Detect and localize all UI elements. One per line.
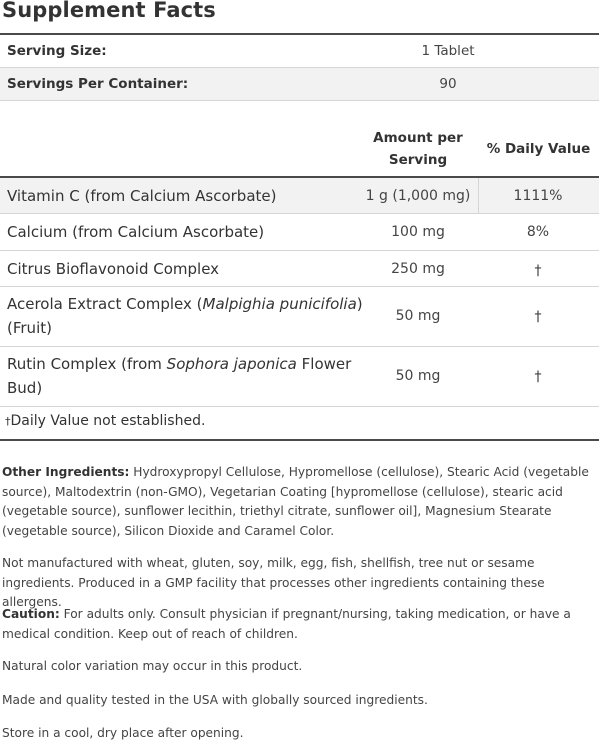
dagger-symbol: † (5, 415, 11, 428)
servings-per-container-value: 90 (439, 76, 457, 92)
nutrient-daily-value: † (534, 369, 542, 385)
column-separator (478, 178, 479, 213)
daily-value-header: % Daily Value (486, 141, 591, 157)
nutrient-name-part: Rutin Complex (from (7, 355, 167, 373)
nutrient-botanical-name: Malpighia punicifolia (202, 295, 357, 313)
daily-value-footnote (5, 413, 205, 429)
nutrient-row (0, 251, 599, 286)
bottom-rule (0, 439, 599, 441)
nutrient-name: Vitamin C (from Calcium Ascorbate) (7, 187, 277, 205)
nutrient-row (0, 214, 599, 250)
amount-header-line1: Amount per (373, 130, 463, 146)
divider (0, 406, 599, 407)
nutrient-name-part: Acerola Extract Complex ( (7, 295, 203, 313)
nutrient-botanical-name: Sophora japonica (166, 355, 297, 373)
nutrient-name-part: Bud) (7, 379, 43, 397)
nutrient-daily-value: 1111% (513, 188, 563, 204)
nutrient-amount: 100 mg (391, 224, 445, 240)
nutrient-amount: 50 mg (395, 308, 441, 324)
nutrient-name: Calcium (from Calcium Ascorbate) (7, 223, 265, 241)
nutrient-amount: 250 mg (391, 261, 445, 277)
nutrient-daily-value: † (534, 309, 542, 325)
made-in-usa-note: Made and quality tested in the USA with globally sourced ingredients. (2, 693, 428, 707)
servings-per-container-row (0, 68, 599, 100)
caution-statement (2, 605, 596, 644)
nutrient-name: Citrus Bioflavonoid Complex (7, 260, 220, 278)
nutrient-name-part: Flower (296, 355, 352, 373)
divider (0, 100, 599, 101)
servings-per-container-label: Servings Per Container: (7, 76, 189, 92)
nutrient-row (0, 287, 599, 346)
nutrient-name-part: ) (356, 295, 363, 313)
nutrient-amount: 50 mg (395, 368, 441, 384)
other-ingredients-label: Other Ingredients: (2, 465, 130, 479)
color-variation-note: Natural color variation may occur in this product. (2, 659, 303, 673)
serving-size-label: Serving Size: (7, 43, 107, 59)
amount-header-line2: Serving (388, 152, 448, 168)
nutrient-name (7, 352, 351, 400)
serving-size-value: 1 Tablet (421, 43, 475, 59)
nutrient-row (0, 178, 599, 213)
caution-label: Caution: (2, 607, 60, 621)
amount-per-serving-header (358, 127, 478, 171)
nutrient-name-part: (Fruit) (7, 319, 52, 337)
nutrient-row (0, 347, 599, 406)
nutrient-name (7, 292, 363, 340)
serving-size-row (0, 35, 599, 67)
footnote-text: Daily Value not established. (10, 413, 206, 429)
other-ingredients (2, 463, 596, 541)
storage-note: Store in a cool, dry place after opening. (2, 726, 244, 740)
nutrient-daily-value: 8% (526, 224, 550, 240)
nutrient-amount: 1 g (1,000 mg) (365, 188, 471, 204)
other-ingredients-text: Hydroxypropyl Cellulose, Hypromellose (cellulose), Stearic Acid (vegetable source), Maltodextrin (non-GMO), Vegetarian Coating [hypromellose (cellulose), stearic acid (vegetable source), sunflower lecithin, triethyl citrate, sunflower oil], Magnesium Stearate (vegetable source), Silicon Dioxide and Caramel Color. (2, 465, 589, 538)
page-title: Supplement Facts (2, 0, 216, 22)
nutrient-daily-value: † (534, 263, 542, 279)
caution-text: For adults only. Consult physician if pregnant/nursing, taking medication, or have a medical condition. Keep out of reach of children. (2, 607, 571, 641)
allergen-statement: Not manufactured with wheat, gluten, soy, milk, egg, fish, shellfish, tree nut or sesame ingredients. Produced in a GMP facility that processes other ingredients containing these allergens. (2, 556, 545, 609)
